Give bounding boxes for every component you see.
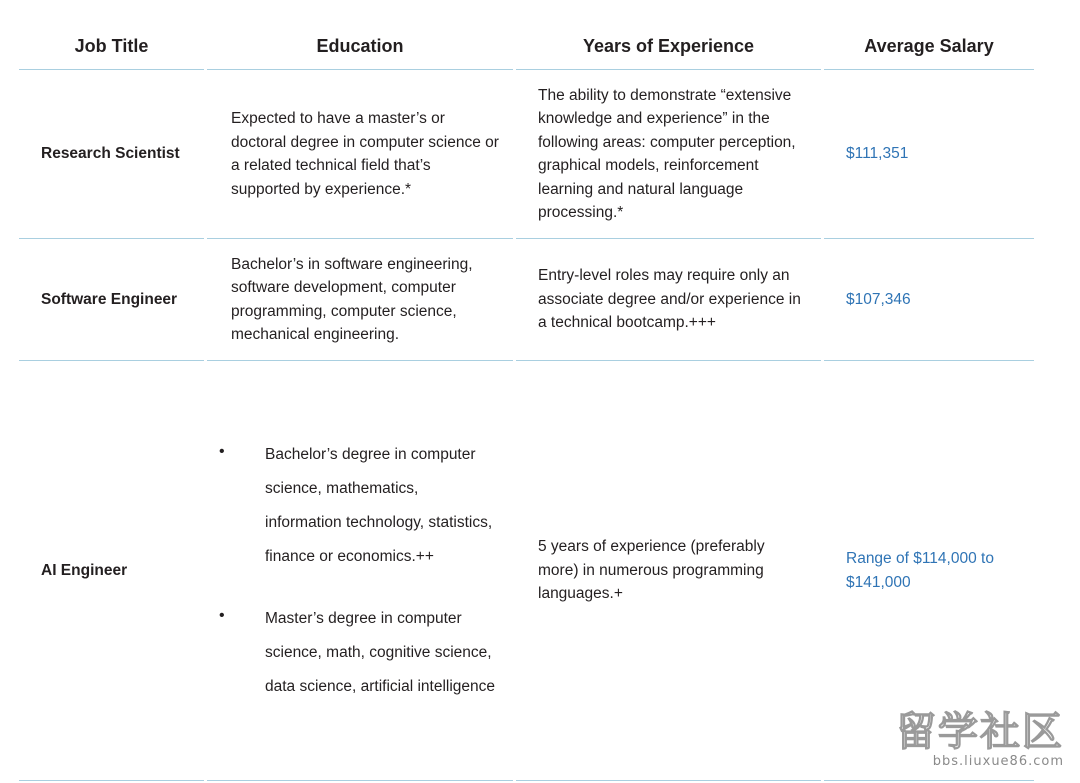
job-title-cell: AI Engineer xyxy=(19,361,204,781)
salary-cell: Range of $114,000 to $141,000 xyxy=(824,361,1034,781)
list-item xyxy=(219,602,499,704)
header-education: Education xyxy=(207,24,513,70)
watermark-logo xyxy=(896,710,1064,769)
header-row xyxy=(19,24,1034,70)
job-title-cell: Research Scientist xyxy=(19,70,204,239)
experience-cell: Entry-level roles may require only an associate degree and/or experience in a technical bootcamp.+++ xyxy=(516,239,821,361)
education-list xyxy=(219,438,499,704)
education-cell: Bachelor’s in software engineering, software development, computer programming, computer science, mechanical engineering. xyxy=(207,239,513,361)
header-average-salary: Average Salary xyxy=(824,24,1034,70)
list-item xyxy=(219,438,499,574)
table-row xyxy=(19,239,1034,361)
education-item-text: Bachelor’s degree in computer science, mathematics, information technology, statistics, finance or economics.++ xyxy=(265,445,493,565)
education-item-text: Master’s degree in computer science, math, cognitive science, data science, artificial intelligence xyxy=(265,609,496,695)
education-cell: Expected to have a master’s or doctoral degree in computer science or a related technical field that’s supported by experience.* xyxy=(207,70,513,239)
education-cell xyxy=(207,361,513,781)
table-row xyxy=(19,70,1034,239)
salary-cell: $111,351 xyxy=(824,70,1034,239)
experience-cell: The ability to demonstrate “extensive knowledge and experience” in the following areas: computer perception, graphical models, reinforcement learning and natural language processing.* xyxy=(516,70,821,239)
header-job-title: Job Title xyxy=(19,24,204,70)
bullet-icon: • xyxy=(219,442,225,460)
header-years-of-experience: Years of Experience xyxy=(516,24,821,70)
table-row xyxy=(19,361,1034,781)
salary-cell: $107,346 xyxy=(824,239,1034,361)
job-title-cell: Software Engineer xyxy=(19,239,204,361)
watermark-text: 留学社区 xyxy=(896,709,1064,755)
job-comparison-table xyxy=(16,24,1037,781)
watermark-url: bbs.liuxue86.com xyxy=(932,754,1064,769)
experience-cell: 5 years of experience (preferably more) in numerous programming languages.+ xyxy=(516,361,821,781)
bullet-icon: • xyxy=(219,606,225,624)
